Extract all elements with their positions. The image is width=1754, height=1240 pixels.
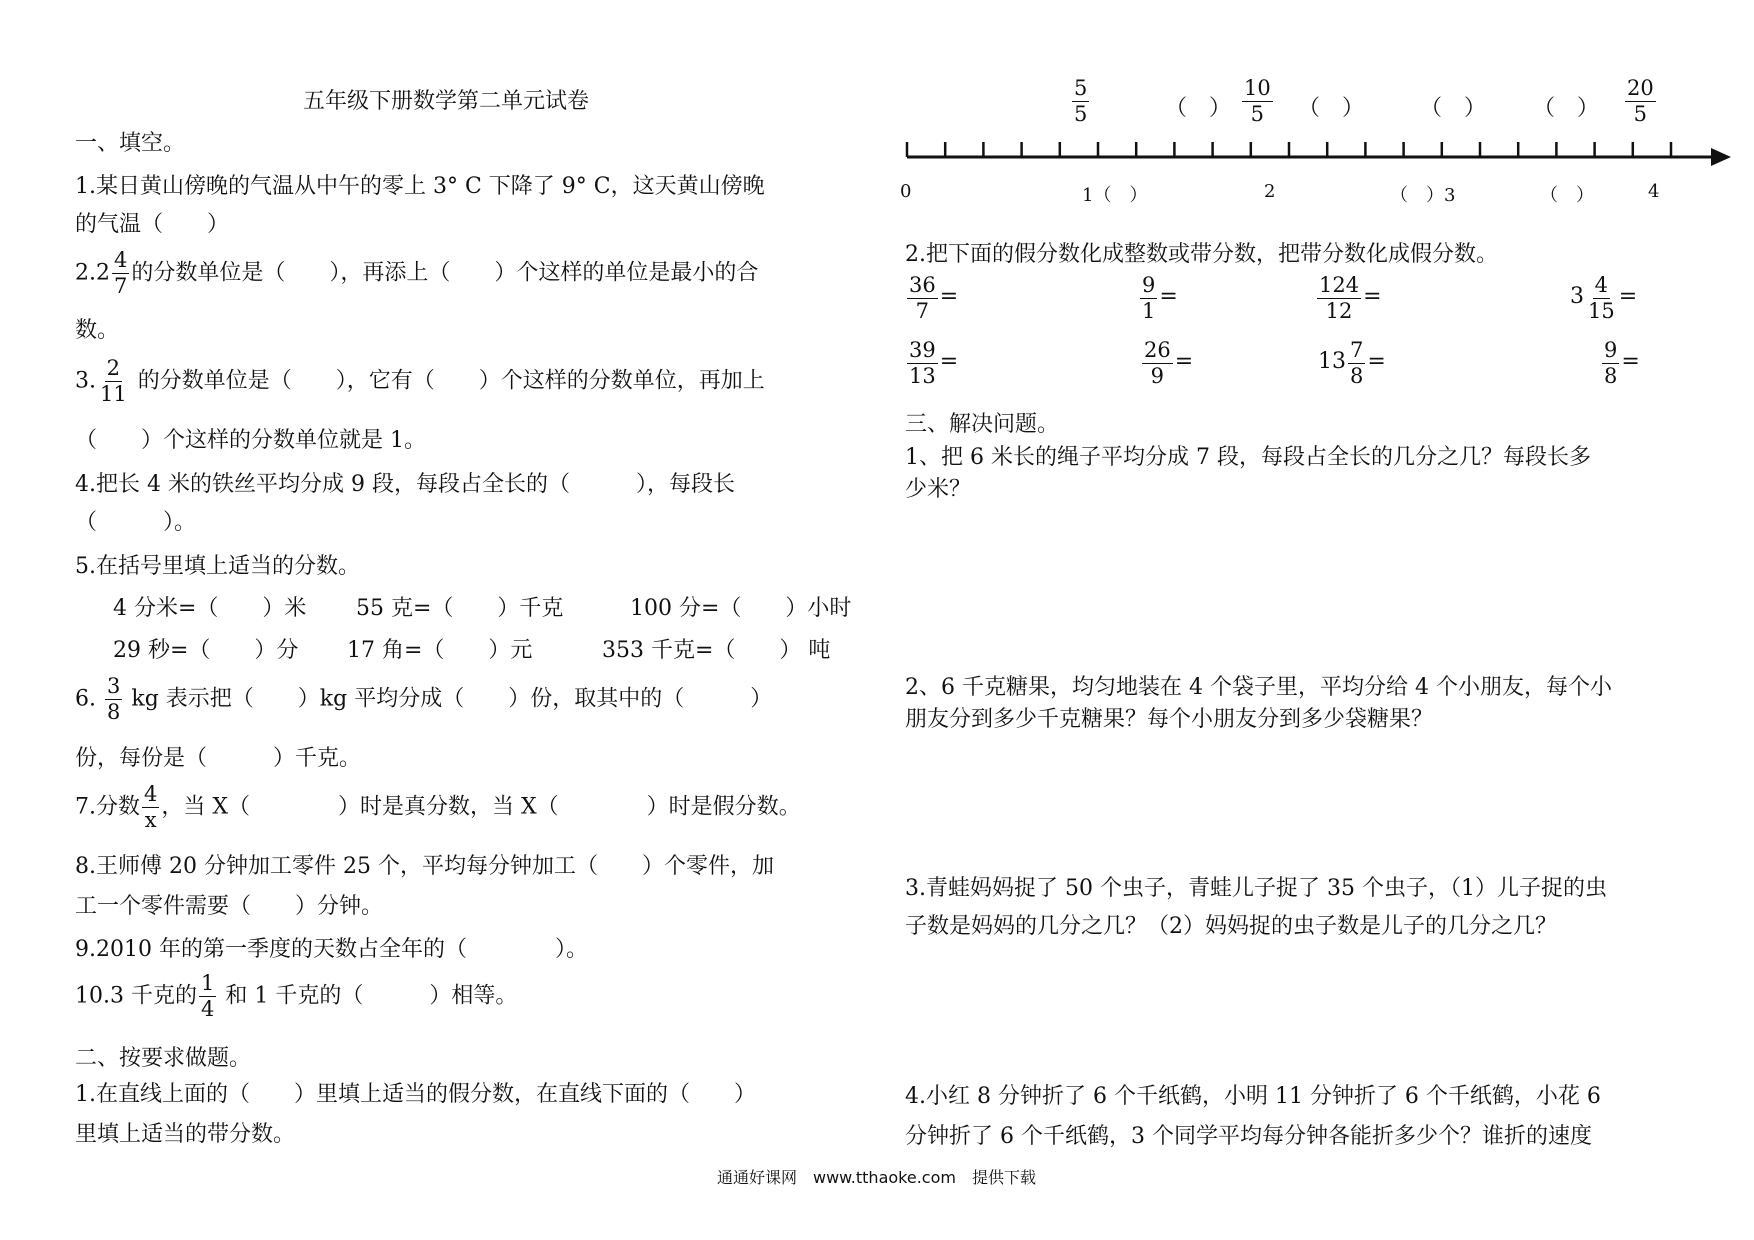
q6-line2: 份，每份是（ ）千克。: [75, 746, 362, 771]
s2-q1-line2: 里填上适当的带分数。: [75, 1122, 296, 1147]
p4-line2: 分钟折了 6 个千纸鹤，3 个同学平均每分钟各能折多少个？谁折的速度: [905, 1124, 1592, 1149]
p2-line1: 2、6 千克糖果，均匀地装在 4 个袋子里，平均分给 4 个小朋友，每个小: [905, 675, 1612, 700]
q10-numerator: 1: [200, 971, 215, 995]
conv-r2-4: [1600, 340, 1640, 387]
conv-r1-3-den: 12: [1325, 299, 1353, 323]
q3-text: 的分数单位是（ ），它有（ ）个这样的分数单位，再加上: [137, 368, 765, 394]
nl-bottom-5: 4: [1648, 181, 1660, 202]
q10-line: [75, 973, 517, 1020]
equals-sign: =: [1363, 284, 1382, 309]
q8-line2: 工一个零件需要（ ）分钟。: [75, 894, 384, 919]
q2-denominator: 7: [114, 274, 128, 298]
s2-q1-line1: 1.在直线上面的（ ）里填上适当的假分数，在直线下面的（ ）: [75, 1082, 756, 1107]
p2-line2: 朋友分到多少千克糖果？每个小朋友分到多少袋糖果？: [905, 707, 1434, 732]
q5-r1-c1: 4 分米=（ ）米: [113, 596, 307, 621]
equals-sign: =: [1367, 349, 1386, 374]
conv-r2-4-num: 9: [1604, 338, 1618, 362]
equals-sign: =: [1159, 284, 1178, 309]
q6-text: kg 表示把（ ）kg 平均分成（ ）份，取其中的（ ）: [131, 686, 773, 712]
conv-r2-3-num: 7: [1350, 338, 1364, 362]
nl-top-blank-4: （ ）: [1420, 96, 1487, 121]
conv-r2-1: [905, 340, 958, 387]
nl-top-blank-5: （ ）: [1533, 96, 1600, 121]
q2-line1: [75, 250, 758, 297]
equals-sign: =: [1621, 349, 1640, 374]
section-1-heading: 一、填空。: [75, 131, 186, 156]
nl-top-6: [1623, 78, 1658, 125]
q7-text: ，当 X（ ）时是真分数，当 X（ ）时是假分数。: [161, 794, 801, 820]
conv-r1-3-num: 124: [1319, 273, 1360, 297]
nl-top-blank-1: （ ）: [1165, 96, 1232, 121]
footer-watermark: 通通好课网 www.tthaoke.com 提供下载: [717, 1168, 1036, 1187]
q7-numerator: 4: [144, 782, 158, 806]
q3-line2: （ ）个这样的分数单位就是 1。: [75, 428, 426, 453]
p1-line2: 少米？: [905, 477, 972, 502]
conv-r1-4-den: 15: [1588, 299, 1615, 323]
conv-r1-1-num: 36: [909, 273, 936, 297]
nl-bottom-3: （ ）3: [1390, 185, 1456, 206]
q5-r2-c2: 17 角=（ ）元: [347, 638, 533, 663]
nl-top-0: [1070, 78, 1091, 125]
p4-line1: 4.小红 8 分钟折了 6 个千纸鹤，小明 11 分钟折了 6 个千纸鹤，小花 6: [905, 1084, 1601, 1109]
q2-fraction: [112, 250, 129, 297]
nl-top-0-num: 5: [1074, 76, 1088, 100]
q8-line1: 8.王师傅 20 分钟加工零件 25 个，平均每分钟加工（ ）个零件，加: [75, 854, 774, 879]
nl-top-blank-3: （ ）: [1298, 96, 1365, 121]
q5-r1-c2: 55 克=（ ）千克: [356, 596, 564, 621]
q7-line: [75, 784, 801, 831]
number-line-ticks: [907, 142, 1671, 157]
q5-line: 5.在括号里填上适当的分数。: [75, 554, 360, 579]
number-line-arrow: [1711, 148, 1731, 166]
nl-top-0-den: 5: [1074, 102, 1088, 126]
conv-r1-2: [1138, 275, 1178, 322]
conv-r2-3-whole: 13: [1318, 349, 1346, 374]
nl-top-6-num: 20: [1627, 76, 1654, 100]
q3-numerator: 2: [106, 356, 121, 380]
q10-prefix: 10.3 千克的: [75, 983, 197, 1009]
conv-r1-4-num: 4: [1594, 273, 1609, 297]
q3-fraction: [98, 358, 129, 405]
q7-denominator: x: [144, 808, 157, 832]
q5-r1-c3: 100 分=（ ）小时: [630, 596, 852, 621]
q4-line2: （ ）。: [75, 510, 197, 535]
page-title: 五年级下册数学第二单元试卷: [303, 89, 590, 114]
p3-line1: 3.青蛙妈妈捉了 50 个虫子，青蛙儿子捉了 35 个虫子，（1）儿子捉的虫: [905, 876, 1607, 901]
q10-text: 和 1 千克的（ ）相等。: [225, 983, 518, 1009]
conv-r2-2-den: 9: [1150, 364, 1165, 388]
q3-line1: [75, 358, 765, 405]
q4-line1: 4.把长 4 米的铁丝平均分成 9 段，每段占全长的（ ），每段长: [75, 472, 735, 497]
nl-top-6-den: 5: [1633, 102, 1648, 126]
q2-line2: 数。: [75, 318, 120, 343]
nl-top-2: [1240, 78, 1275, 125]
conv-r2-4-den: 8: [1604, 364, 1618, 388]
nl-bottom-1: 1（ ）: [1082, 185, 1148, 206]
conv-r2-3-den: 8: [1350, 364, 1364, 388]
conv-r1-1-den: 7: [915, 299, 930, 323]
equals-sign: =: [939, 284, 959, 309]
q6-denominator: 8: [107, 700, 121, 724]
q2-prefix: 2.2: [75, 260, 110, 286]
equals-sign: =: [939, 349, 959, 374]
conv-r1-1: [905, 275, 958, 322]
q6-numerator: 3: [107, 674, 121, 698]
p1-line1: 1、把 6 米长的绳子平均分成 7 段，每段占全长的几分之几？每段长多: [905, 445, 1591, 470]
section-3-heading: 三、解决问题。: [905, 412, 1060, 437]
p3-line2: 子数是妈妈的几分之几？（2）妈妈捉的虫子数是儿子的几分之几？: [905, 914, 1557, 939]
q2-numerator: 4: [114, 248, 128, 272]
nl-bottom-4: （ ）: [1540, 185, 1594, 206]
conv-r2-3: [1318, 340, 1386, 387]
q6-prefix: 6.: [75, 686, 96, 712]
q7-fraction: [142, 784, 159, 831]
nl-bottom-2: 2: [1264, 181, 1276, 202]
nl-top-2-num: 10: [1244, 76, 1271, 100]
conv-r2-2: [1140, 340, 1193, 387]
q3-prefix: 3.: [75, 368, 96, 394]
conv-r2-1-den: 13: [909, 364, 936, 388]
q3-denominator: 11: [100, 382, 127, 406]
q1-line2: 的气温（ ）: [75, 212, 230, 237]
q6-line1: [75, 676, 772, 723]
conv-r2-2-num: 26: [1144, 338, 1171, 362]
q1-line1: 1.某日黄山傍晚的气温从中午的零上 3° C 下降了 9° C，这天黄山傍晚: [75, 174, 765, 199]
equals-sign: =: [1618, 284, 1638, 309]
q10-denominator: 4: [200, 997, 215, 1021]
s2-q2-line: 2.把下面的假分数化成整数或带分数，把带分数化成假分数。: [905, 242, 1498, 267]
q6-fraction: [105, 676, 122, 723]
q5-r2-c3: 353 千克=（ ） 吨: [602, 638, 831, 663]
section-2-heading: 二、按要求做题。: [75, 1046, 252, 1071]
conv-r2-1-num: 39: [909, 338, 936, 362]
number-line: [895, 60, 1735, 210]
q10-fraction: [199, 973, 216, 1020]
q5-r2-c1: 29 秒=（ ）分: [113, 638, 299, 663]
conv-r1-2-den: 1: [1142, 299, 1156, 323]
conv-r1-3: [1315, 275, 1382, 322]
q2-text: 的分数单位是（ ），再添上（ ）个这样的单位是最小的合: [131, 260, 759, 286]
conv-r1-4-whole: 3: [1570, 284, 1584, 309]
q9-line: 9.2010 年的第一季度的天数占全年的（ ）。: [75, 937, 588, 962]
equals-sign: =: [1174, 349, 1194, 374]
conv-r1-2-num: 9: [1142, 273, 1156, 297]
nl-top-2-den: 5: [1250, 102, 1265, 126]
nl-bottom-0: 0: [900, 181, 912, 202]
q7-prefix: 7.分数: [75, 794, 140, 820]
conv-r1-4: [1570, 275, 1637, 322]
